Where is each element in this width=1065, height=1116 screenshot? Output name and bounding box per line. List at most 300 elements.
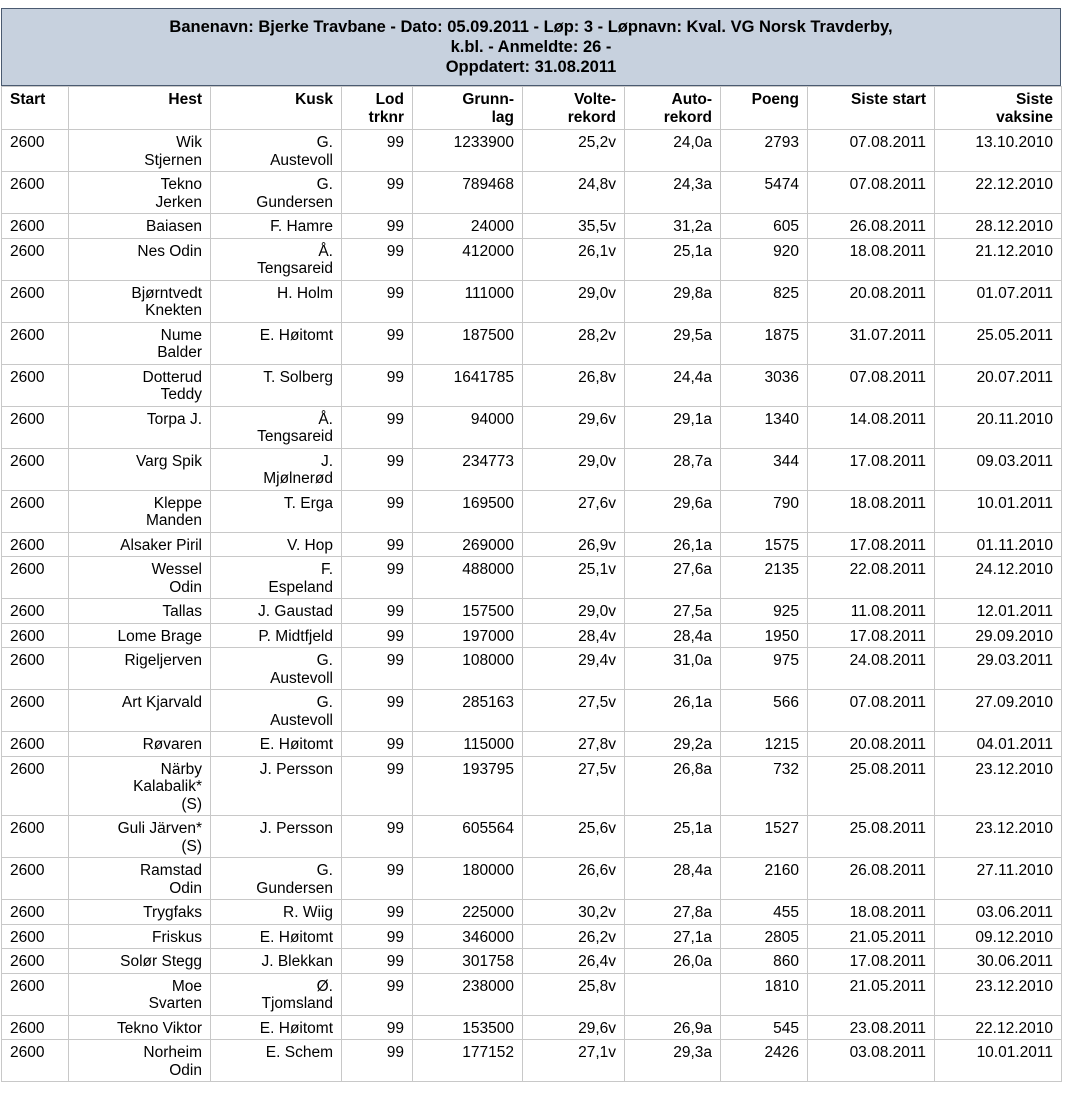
column-start-cell: 2600 — [2, 1015, 69, 1040]
column-hest-cell-line: Alsaker Piril — [120, 536, 202, 554]
column-hest-cell — [69, 557, 211, 599]
column-volterekord-cell: 27,1v — [523, 1040, 625, 1082]
column-start-header-line: Start — [10, 91, 46, 108]
column-hest-cell-line: Guli Järven* — [117, 820, 202, 837]
column-start-cell: 2600 — [2, 599, 69, 624]
column-kusk-cell-line: G. — [316, 176, 333, 193]
column-grunnlag-cell: 180000 — [413, 858, 523, 900]
column-hest-cell — [69, 756, 211, 816]
table-row — [2, 1015, 1062, 1040]
column-kusk-cell-line: E. Høitomt — [259, 736, 333, 753]
column-hest-cell — [69, 448, 211, 490]
column-start-cell: 2600 — [2, 858, 69, 900]
column-grunnlag-cell: 193795 — [413, 756, 523, 816]
column-start-cell: 2600 — [2, 238, 69, 280]
column-siste-vaksine-cell: 10.01.2011 — [935, 1040, 1062, 1082]
column-siste-vaksine-cell: 03.06.2011 — [935, 900, 1062, 925]
table-row — [2, 900, 1062, 925]
column-siste-vaksine-cell: 22.12.2010 — [935, 172, 1062, 214]
column-hest-cell-line: Bjørntvedt — [131, 284, 202, 302]
column-volterekord-cell: 25,8v — [523, 973, 625, 1015]
column-poeng-cell: 925 — [721, 599, 808, 624]
column-poeng-cell: 1527 — [721, 816, 808, 858]
column-siste-start-cell: 25.08.2011 — [808, 816, 935, 858]
column-lod-trknr-cell: 99 — [342, 280, 413, 322]
column-kusk-cell-line: Ø. — [316, 977, 333, 995]
column-autorekord-cell: 29,5a — [625, 322, 721, 364]
column-lod-trknr-cell: 99 — [342, 557, 413, 599]
column-autorekord-cell: 26,1a — [625, 690, 721, 732]
column-kusk-cell-line: Austevoll — [270, 151, 333, 169]
column-grunnlag-cell: 157500 — [413, 599, 523, 624]
table-row — [2, 214, 1062, 239]
column-kusk-cell — [211, 214, 342, 239]
column-volterekord-cell: 25,6v — [523, 816, 625, 858]
column-siste-start-cell: 17.08.2011 — [808, 532, 935, 557]
column-siste-vaksine-cell: 01.11.2010 — [935, 532, 1062, 557]
column-volterekord-cell: 27,5v — [523, 690, 625, 732]
column-hest-cell — [69, 690, 211, 732]
column-siste-vaksine-cell: 20.11.2010 — [935, 406, 1062, 448]
column-autorekord-cell: 29,2a — [625, 732, 721, 757]
column-siste-vaksine-cell: 23.12.2010 — [935, 973, 1062, 1015]
column-grunnlag-cell: 187500 — [413, 322, 523, 364]
race-header-line-2: k.bl. - Anmeldte: 26 - — [450, 38, 612, 56]
column-volterekord-cell: 29,6v — [523, 406, 625, 448]
column-kusk-cell-line: Austevoll — [270, 711, 333, 729]
column-volterekord-cell: 24,8v — [523, 172, 625, 214]
column-grunnlag-cell: 789468 — [413, 172, 523, 214]
column-kusk-cell — [211, 648, 342, 690]
column-kusk-cell-line: E. Høitomt — [259, 326, 333, 344]
column-autorekord-cell: 28,4a — [625, 858, 721, 900]
column-hest-cell — [69, 816, 211, 858]
column-siste-start-cell: 24.08.2011 — [808, 648, 935, 690]
column-volterekord-cell: 27,6v — [523, 490, 625, 532]
column-volterekord-cell: 30,2v — [523, 900, 625, 925]
column-hest-cell-line: Rigeljerven — [124, 652, 202, 669]
column-grunnlag-cell: 225000 — [413, 900, 523, 925]
column-volterekord-cell: 26,9v — [523, 532, 625, 557]
column-grunnlag-cell: 169500 — [413, 490, 523, 532]
column-volterekord-cell: 29,4v — [523, 648, 625, 690]
column-volterekord-cell: 26,2v — [523, 924, 625, 949]
column-hest-cell-line: Tekno — [160, 176, 202, 193]
column-siste-vaksine-cell: 13.10.2010 — [935, 130, 1062, 172]
column-kusk-cell-line: J. Blekkan — [261, 953, 333, 970]
column-autorekord-cell: 27,8a — [625, 900, 721, 925]
column-hest-cell-line: Teddy — [160, 386, 202, 403]
column-hest-cell-line: Wik — [176, 134, 202, 151]
column-kusk-cell — [211, 900, 342, 925]
column-grunnlag-header-line: Grunn- — [462, 91, 514, 108]
column-siste-start-cell: 26.08.2011 — [808, 858, 935, 900]
column-grunnlag-header-line: lag — [491, 108, 514, 126]
column-hest-cell-line: Dotterud — [142, 368, 202, 386]
column-lod-trknr-cell: 99 — [342, 322, 413, 364]
column-hest-cell — [69, 214, 211, 239]
table-row — [2, 238, 1062, 280]
column-siste-start-cell: 07.08.2011 — [808, 364, 935, 406]
column-hest-cell — [69, 172, 211, 214]
column-hest-cell-line: (S) — [181, 837, 202, 855]
column-siste-vaksine-cell: 04.01.2011 — [935, 732, 1062, 757]
column-poeng-header-line: Poeng — [751, 91, 799, 108]
table-row — [2, 532, 1062, 557]
column-hest-cell-line: Knekten — [145, 302, 202, 319]
column-kusk-cell — [211, 130, 342, 172]
column-hest-cell-line: Balder — [157, 344, 202, 361]
column-siste-start-cell: 18.08.2011 — [808, 238, 935, 280]
column-siste-start-cell: 26.08.2011 — [808, 214, 935, 239]
column-kusk-cell-line: Å. — [318, 410, 333, 428]
column-siste-vaksine-header — [935, 87, 1062, 130]
column-siste-vaksine-cell: 29.09.2010 — [935, 623, 1062, 648]
column-autorekord-cell: 29,1a — [625, 406, 721, 448]
column-siste-start-cell: 07.08.2011 — [808, 130, 935, 172]
column-kusk-cell-line: J. Persson — [259, 820, 333, 837]
column-grunnlag-cell: 238000 — [413, 973, 523, 1015]
column-poeng-header — [721, 87, 808, 130]
column-kusk-cell-line: H. Holm — [277, 284, 333, 302]
column-grunnlag-cell: 24000 — [413, 214, 523, 239]
column-siste-start-cell: 21.05.2011 — [808, 973, 935, 1015]
column-kusk-cell — [211, 858, 342, 900]
column-lod-trknr-cell: 99 — [342, 1040, 413, 1082]
column-poeng-cell: 1575 — [721, 532, 808, 557]
column-start-cell: 2600 — [2, 924, 69, 949]
table-row — [2, 130, 1062, 172]
column-start-cell: 2600 — [2, 973, 69, 1015]
column-hest-cell-line: Wessel — [151, 561, 202, 578]
column-volterekord-cell: 26,8v — [523, 364, 625, 406]
column-kusk-cell-line: F. Hamre — [270, 218, 333, 235]
table-row — [2, 448, 1062, 490]
column-autorekord-cell: 26,1a — [625, 532, 721, 557]
column-start-cell: 2600 — [2, 648, 69, 690]
column-hest-cell — [69, 858, 211, 900]
column-hest-cell-line: Moe — [171, 977, 202, 995]
column-siste-vaksine-cell: 24.12.2010 — [935, 557, 1062, 599]
column-siste-vaksine-cell: 25.05.2011 — [935, 322, 1062, 364]
column-start-cell: 2600 — [2, 1040, 69, 1082]
column-volterekord-cell: 29,6v — [523, 1015, 625, 1040]
column-volterekord-cell: 27,8v — [523, 732, 625, 757]
column-hest-cell-line: Solør Stegg — [120, 953, 202, 970]
column-lod-trknr-cell: 99 — [342, 858, 413, 900]
column-siste-vaksine-cell: 01.07.2011 — [935, 280, 1062, 322]
column-kusk-cell-line: Mjølnerød — [263, 470, 333, 487]
column-siste-start-header-line: Siste start — [851, 91, 926, 108]
column-poeng-cell: 344 — [721, 448, 808, 490]
column-poeng-cell: 790 — [721, 490, 808, 532]
column-grunnlag-cell: 346000 — [413, 924, 523, 949]
column-start-cell: 2600 — [2, 322, 69, 364]
column-kusk-cell-line: Tengsareid — [257, 428, 333, 445]
column-siste-start-cell: 20.08.2011 — [808, 732, 935, 757]
column-start-cell: 2600 — [2, 448, 69, 490]
column-hest-cell-line: Tekno Viktor — [116, 1019, 202, 1037]
column-autorekord-cell: 24,0a — [625, 130, 721, 172]
column-siste-vaksine-cell: 27.09.2010 — [935, 690, 1062, 732]
column-kusk-cell — [211, 406, 342, 448]
column-kusk-cell-line: G. — [316, 652, 333, 669]
column-autorekord-header-line: rekord — [663, 108, 712, 126]
column-grunnlag-cell: 285163 — [413, 690, 523, 732]
column-autorekord-cell: 26,0a — [625, 949, 721, 974]
column-poeng-cell: 2793 — [721, 130, 808, 172]
table-row — [2, 648, 1062, 690]
column-hest-cell — [69, 238, 211, 280]
column-grunnlag-cell: 115000 — [413, 732, 523, 757]
column-hest-cell-line: Lome Brage — [117, 627, 202, 645]
column-kusk-cell — [211, 599, 342, 624]
column-lod-trknr-cell: 99 — [342, 690, 413, 732]
column-kusk-header — [211, 87, 342, 130]
column-siste-start-cell: 18.08.2011 — [808, 490, 935, 532]
column-hest-header-line: Hest — [168, 91, 202, 108]
column-start-cell: 2600 — [2, 406, 69, 448]
column-siste-vaksine-cell: 21.12.2010 — [935, 238, 1062, 280]
table-row — [2, 490, 1062, 532]
column-volterekord-cell: 35,5v — [523, 214, 625, 239]
column-lod-trknr-cell: 99 — [342, 973, 413, 1015]
column-kusk-cell-line: T. Solberg — [263, 368, 333, 386]
column-siste-start-cell: 20.08.2011 — [808, 280, 935, 322]
table-row — [2, 858, 1062, 900]
column-hest-cell-line: Stjernen — [144, 151, 202, 169]
column-siste-vaksine-cell: 27.11.2010 — [935, 858, 1062, 900]
column-hest-cell — [69, 599, 211, 624]
column-hest-cell — [69, 949, 211, 974]
column-siste-start-cell: 18.08.2011 — [808, 900, 935, 925]
column-poeng-cell: 825 — [721, 280, 808, 322]
column-lod-trknr-cell: 99 — [342, 406, 413, 448]
column-kusk-cell-line: E. Høitomt — [259, 928, 333, 946]
column-kusk-cell-line: E. Høitomt — [259, 1019, 333, 1037]
column-hest-cell-line: Art Kjarvald — [121, 694, 202, 711]
column-start-cell: 2600 — [2, 214, 69, 239]
column-autorekord-cell: 24,3a — [625, 172, 721, 214]
column-siste-vaksine-cell: 30.06.2011 — [935, 949, 1062, 974]
column-hest-cell-line: Kalabalik* — [133, 778, 202, 795]
table-row — [2, 406, 1062, 448]
table-row — [2, 322, 1062, 364]
column-poeng-cell: 455 — [721, 900, 808, 925]
column-volterekord-cell: 26,4v — [523, 949, 625, 974]
column-hest-cell-line: Odin — [169, 1061, 202, 1079]
column-hest-cell-line: Närby — [160, 760, 202, 778]
column-siste-start-cell: 21.05.2011 — [808, 924, 935, 949]
column-lod-trknr-header-line: trknr — [368, 108, 404, 126]
table-row — [2, 557, 1062, 599]
column-poeng-cell: 1810 — [721, 973, 808, 1015]
column-autorekord-cell: 31,2a — [625, 214, 721, 239]
column-hest-cell — [69, 973, 211, 1015]
column-kusk-header-line: Kusk — [295, 91, 333, 108]
column-poeng-cell: 3036 — [721, 364, 808, 406]
column-kusk-cell — [211, 448, 342, 490]
column-lod-trknr-cell: 99 — [342, 623, 413, 648]
column-lod-trknr-header — [342, 87, 413, 130]
table-row — [2, 280, 1062, 322]
column-poeng-cell: 2160 — [721, 858, 808, 900]
column-hest-cell-line: Ramstad — [139, 862, 202, 879]
table-row — [2, 924, 1062, 949]
column-siste-start-cell: 17.08.2011 — [808, 949, 935, 974]
column-hest-cell-line: Baiasen — [145, 218, 202, 235]
column-poeng-cell: 2426 — [721, 1040, 808, 1082]
column-lod-trknr-cell: 99 — [342, 900, 413, 925]
column-autorekord-cell: 27,6a — [625, 557, 721, 599]
column-autorekord-cell — [625, 973, 721, 1015]
column-grunnlag-cell: 177152 — [413, 1040, 523, 1082]
column-start-cell: 2600 — [2, 364, 69, 406]
column-hest-cell-line: Nume — [160, 326, 202, 344]
entries-table — [1, 86, 1062, 1082]
table-row — [2, 1040, 1062, 1082]
column-lod-trknr-cell: 99 — [342, 364, 413, 406]
race-header-line-3: Oppdatert: 31.08.2011 — [445, 58, 617, 76]
column-start-cell: 2600 — [2, 557, 69, 599]
column-grunnlag-cell: 605564 — [413, 816, 523, 858]
column-poeng-cell: 732 — [721, 756, 808, 816]
column-poeng-cell: 1875 — [721, 322, 808, 364]
column-kusk-cell — [211, 924, 342, 949]
column-autorekord-cell: 26,8a — [625, 756, 721, 816]
column-lod-trknr-header-line: Lod — [375, 91, 404, 108]
column-kusk-cell-line: G. — [316, 694, 333, 711]
column-hest-cell — [69, 1015, 211, 1040]
column-grunnlag-cell: 1233900 — [413, 130, 523, 172]
column-kusk-cell-line: Å. — [318, 242, 333, 260]
column-kusk-cell — [211, 690, 342, 732]
column-autorekord-cell: 28,7a — [625, 448, 721, 490]
column-start-cell: 2600 — [2, 732, 69, 757]
column-hest-cell — [69, 322, 211, 364]
table-body — [2, 130, 1062, 1082]
column-siste-vaksine-cell: 12.01.2011 — [935, 599, 1062, 624]
column-autorekord-cell: 29,8a — [625, 280, 721, 322]
column-lod-trknr-cell: 99 — [342, 648, 413, 690]
column-hest-cell — [69, 1040, 211, 1082]
column-volterekord-cell: 25,1v — [523, 557, 625, 599]
column-siste-start-cell: 07.08.2011 — [808, 172, 935, 214]
column-autorekord-cell: 28,4a — [625, 623, 721, 648]
column-grunnlag-cell: 488000 — [413, 557, 523, 599]
column-grunnlag-cell: 108000 — [413, 648, 523, 690]
column-kusk-cell-line: T. Erga — [283, 494, 333, 512]
table-row — [2, 732, 1062, 757]
race-header — [1, 8, 1061, 86]
column-lod-trknr-cell: 99 — [342, 490, 413, 532]
column-volterekord-cell: 29,0v — [523, 599, 625, 624]
column-hest-cell-line: (S) — [181, 795, 202, 813]
column-start-cell: 2600 — [2, 900, 69, 925]
column-grunnlag-cell: 269000 — [413, 532, 523, 557]
column-siste-vaksine-cell: 20.07.2011 — [935, 364, 1062, 406]
column-volterekord-cell: 29,0v — [523, 280, 625, 322]
column-kusk-cell — [211, 816, 342, 858]
column-siste-start-cell: 25.08.2011 — [808, 756, 935, 816]
column-autorekord-cell: 24,4a — [625, 364, 721, 406]
column-poeng-cell: 545 — [721, 1015, 808, 1040]
column-start-cell: 2600 — [2, 172, 69, 214]
table-row — [2, 756, 1062, 816]
column-kusk-cell-line: G. — [316, 134, 333, 151]
column-lod-trknr-cell: 99 — [342, 448, 413, 490]
column-hest-cell-line: Tallas — [162, 603, 202, 620]
column-hest-cell — [69, 280, 211, 322]
column-hest-cell-line: Svarten — [148, 995, 202, 1012]
column-kusk-cell — [211, 973, 342, 1015]
table-row — [2, 690, 1062, 732]
column-kusk-cell — [211, 756, 342, 816]
column-hest-cell-line: Odin — [169, 578, 202, 596]
table-row — [2, 623, 1062, 648]
column-kusk-cell — [211, 532, 342, 557]
column-autorekord-cell: 31,0a — [625, 648, 721, 690]
column-kusk-cell-line: P. Midtfjeld — [258, 627, 333, 645]
column-start-cell: 2600 — [2, 949, 69, 974]
column-autorekord-cell: 27,5a — [625, 599, 721, 624]
column-hest-cell — [69, 623, 211, 648]
column-grunnlag-cell: 301758 — [413, 949, 523, 974]
column-siste-vaksine-cell: 28.12.2010 — [935, 214, 1062, 239]
column-hest-cell — [69, 532, 211, 557]
column-autorekord-cell: 26,9a — [625, 1015, 721, 1040]
column-hest-cell — [69, 130, 211, 172]
table-row — [2, 599, 1062, 624]
column-siste-vaksine-cell: 23.12.2010 — [935, 756, 1062, 816]
column-lod-trknr-cell: 99 — [342, 924, 413, 949]
column-poeng-cell: 860 — [721, 949, 808, 974]
column-lod-trknr-cell: 99 — [342, 532, 413, 557]
column-kusk-cell — [211, 557, 342, 599]
column-grunnlag-cell: 94000 — [413, 406, 523, 448]
column-siste-start-cell: 17.08.2011 — [808, 448, 935, 490]
table-row — [2, 816, 1062, 858]
column-siste-vaksine-header-line: vaksine — [996, 108, 1053, 126]
column-kusk-cell — [211, 623, 342, 648]
column-autorekord-header — [625, 87, 721, 130]
column-autorekord-cell: 25,1a — [625, 816, 721, 858]
column-kusk-cell-line: Tengsareid — [257, 260, 333, 277]
column-hest-cell-line: Røvaren — [142, 736, 202, 753]
column-poeng-cell: 1340 — [721, 406, 808, 448]
column-hest-cell-line: Odin — [169, 879, 202, 897]
column-start-cell: 2600 — [2, 130, 69, 172]
column-kusk-cell — [211, 322, 342, 364]
column-kusk-cell-line: F. — [320, 561, 333, 578]
column-kusk-cell — [211, 238, 342, 280]
column-poeng-cell: 605 — [721, 214, 808, 239]
column-kusk-cell — [211, 280, 342, 322]
column-lod-trknr-cell: 99 — [342, 599, 413, 624]
column-volterekord-cell: 28,4v — [523, 623, 625, 648]
column-poeng-cell: 566 — [721, 690, 808, 732]
race-header-line-1: Banenavn: Bjerke Travbane - Dato: 05.09.2011 - Løp: 3 - Løpnavn: Kval. VG Norsk Travderby, — [169, 18, 893, 36]
column-hest-cell — [69, 406, 211, 448]
table-row — [2, 973, 1062, 1015]
column-grunnlag-cell: 412000 — [413, 238, 523, 280]
column-poeng-cell: 920 — [721, 238, 808, 280]
column-siste-start-cell: 17.08.2011 — [808, 623, 935, 648]
column-kusk-cell-line: V. Hop — [287, 536, 333, 554]
column-hest-cell-line: Jerken — [155, 193, 202, 211]
column-lod-trknr-cell: 99 — [342, 238, 413, 280]
column-kusk-cell-line: E. Schem — [265, 1044, 333, 1061]
